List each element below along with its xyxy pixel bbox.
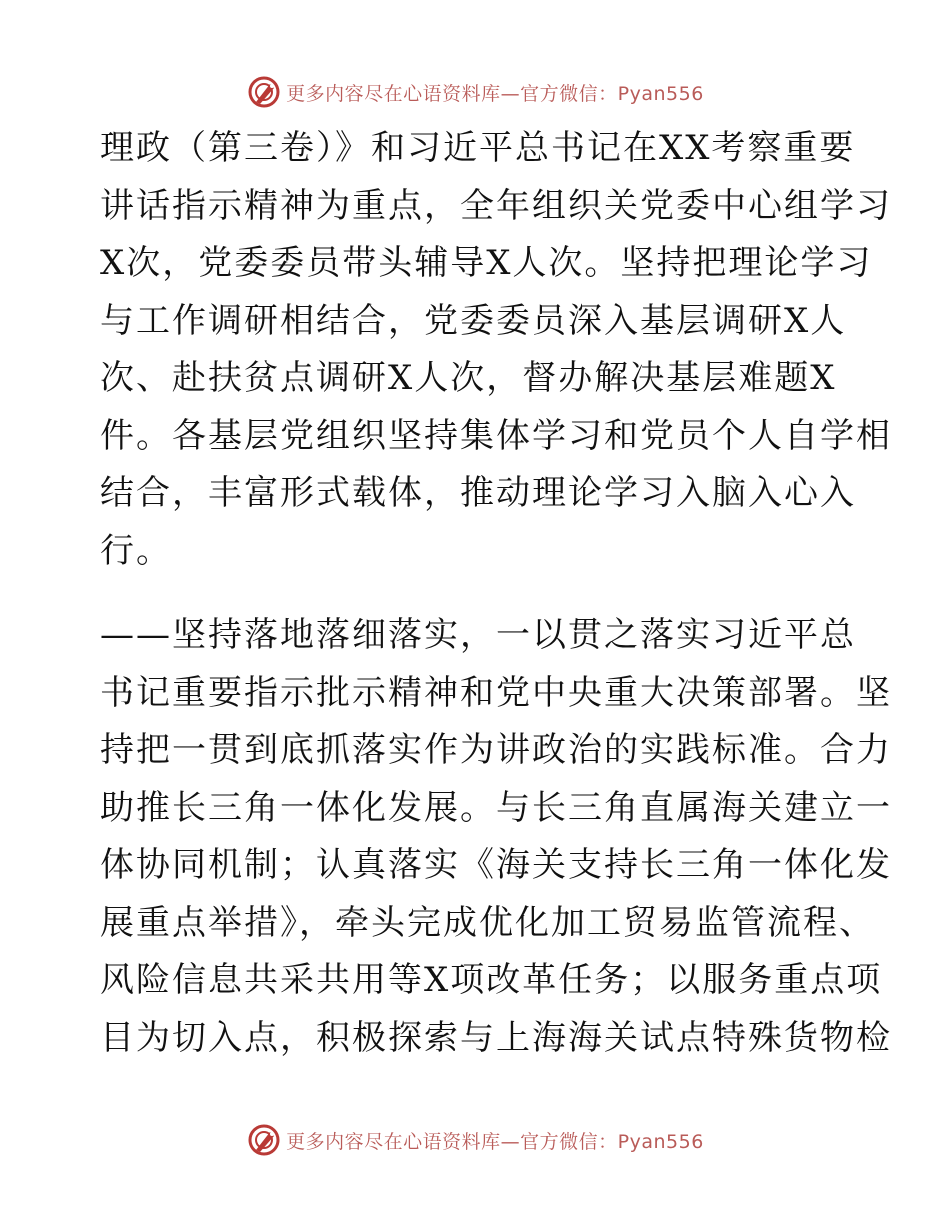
footer-banner (0, 1120, 950, 1160)
text-line: 次、赴扶贫点调研X人次，督办解决基层难题X (100, 358, 837, 398)
text-line: 件。各基层党组织坚持集体学习和党员个人自学相 (100, 415, 892, 456)
text-line: 与工作调研相结合，党委委员深入基层调研X人 (100, 300, 847, 341)
text-line: ——坚持落地落细落实，一以贯之落实习近平总 (100, 615, 856, 655)
text-line: 展重点举措》，牵头完成优化加工贸易监管流程、 (100, 902, 875, 943)
pen-nib-logo-icon (246, 74, 282, 110)
text-line: 助推长三角一体化发展。与长三角直属海关建立一 (100, 787, 892, 828)
paragraph (100, 607, 892, 1067)
text-line: 结合，丰富形式载体，推动理论学习入脑入心入 (100, 473, 856, 513)
document-body (100, 120, 892, 1067)
banner-text: 更多内容尽在心语资料库—官方微信：Pyan556 (286, 1130, 704, 1153)
text-line: X次，党委委员带头辅导X人次。坚持把理论学习 (100, 243, 873, 283)
text-line: 书记重要指示批示精神和党中央重大决策部署。坚 (100, 672, 892, 713)
text-line: 持把一贯到底抓落实作为讲政治的实践标准。合力 (100, 730, 892, 770)
paragraph-spacer (100, 580, 860, 607)
text-line: 目为切入点，积极探索与上海海关试点特殊货物检 (100, 1017, 892, 1058)
paragraph (100, 120, 892, 580)
text-line: 风险信息共采共用等X项改革任务；以服务重点项 (100, 960, 883, 1000)
text-line: 行。 (100, 530, 172, 571)
pen-nib-logo-icon (246, 1122, 282, 1158)
text-line: 体协同机制；认真落实《海关支持长三角一体化发 (100, 845, 892, 885)
text-line: 讲话指示精神为重点，全年组织关党委中心组学习 (100, 185, 892, 226)
text-line: 理政（第三卷）》和习近平总书记在XX考察重要 (100, 128, 856, 168)
banner-text: 更多内容尽在心语资料库—官方微信：Pyan556 (286, 82, 704, 105)
header-banner (0, 72, 950, 112)
